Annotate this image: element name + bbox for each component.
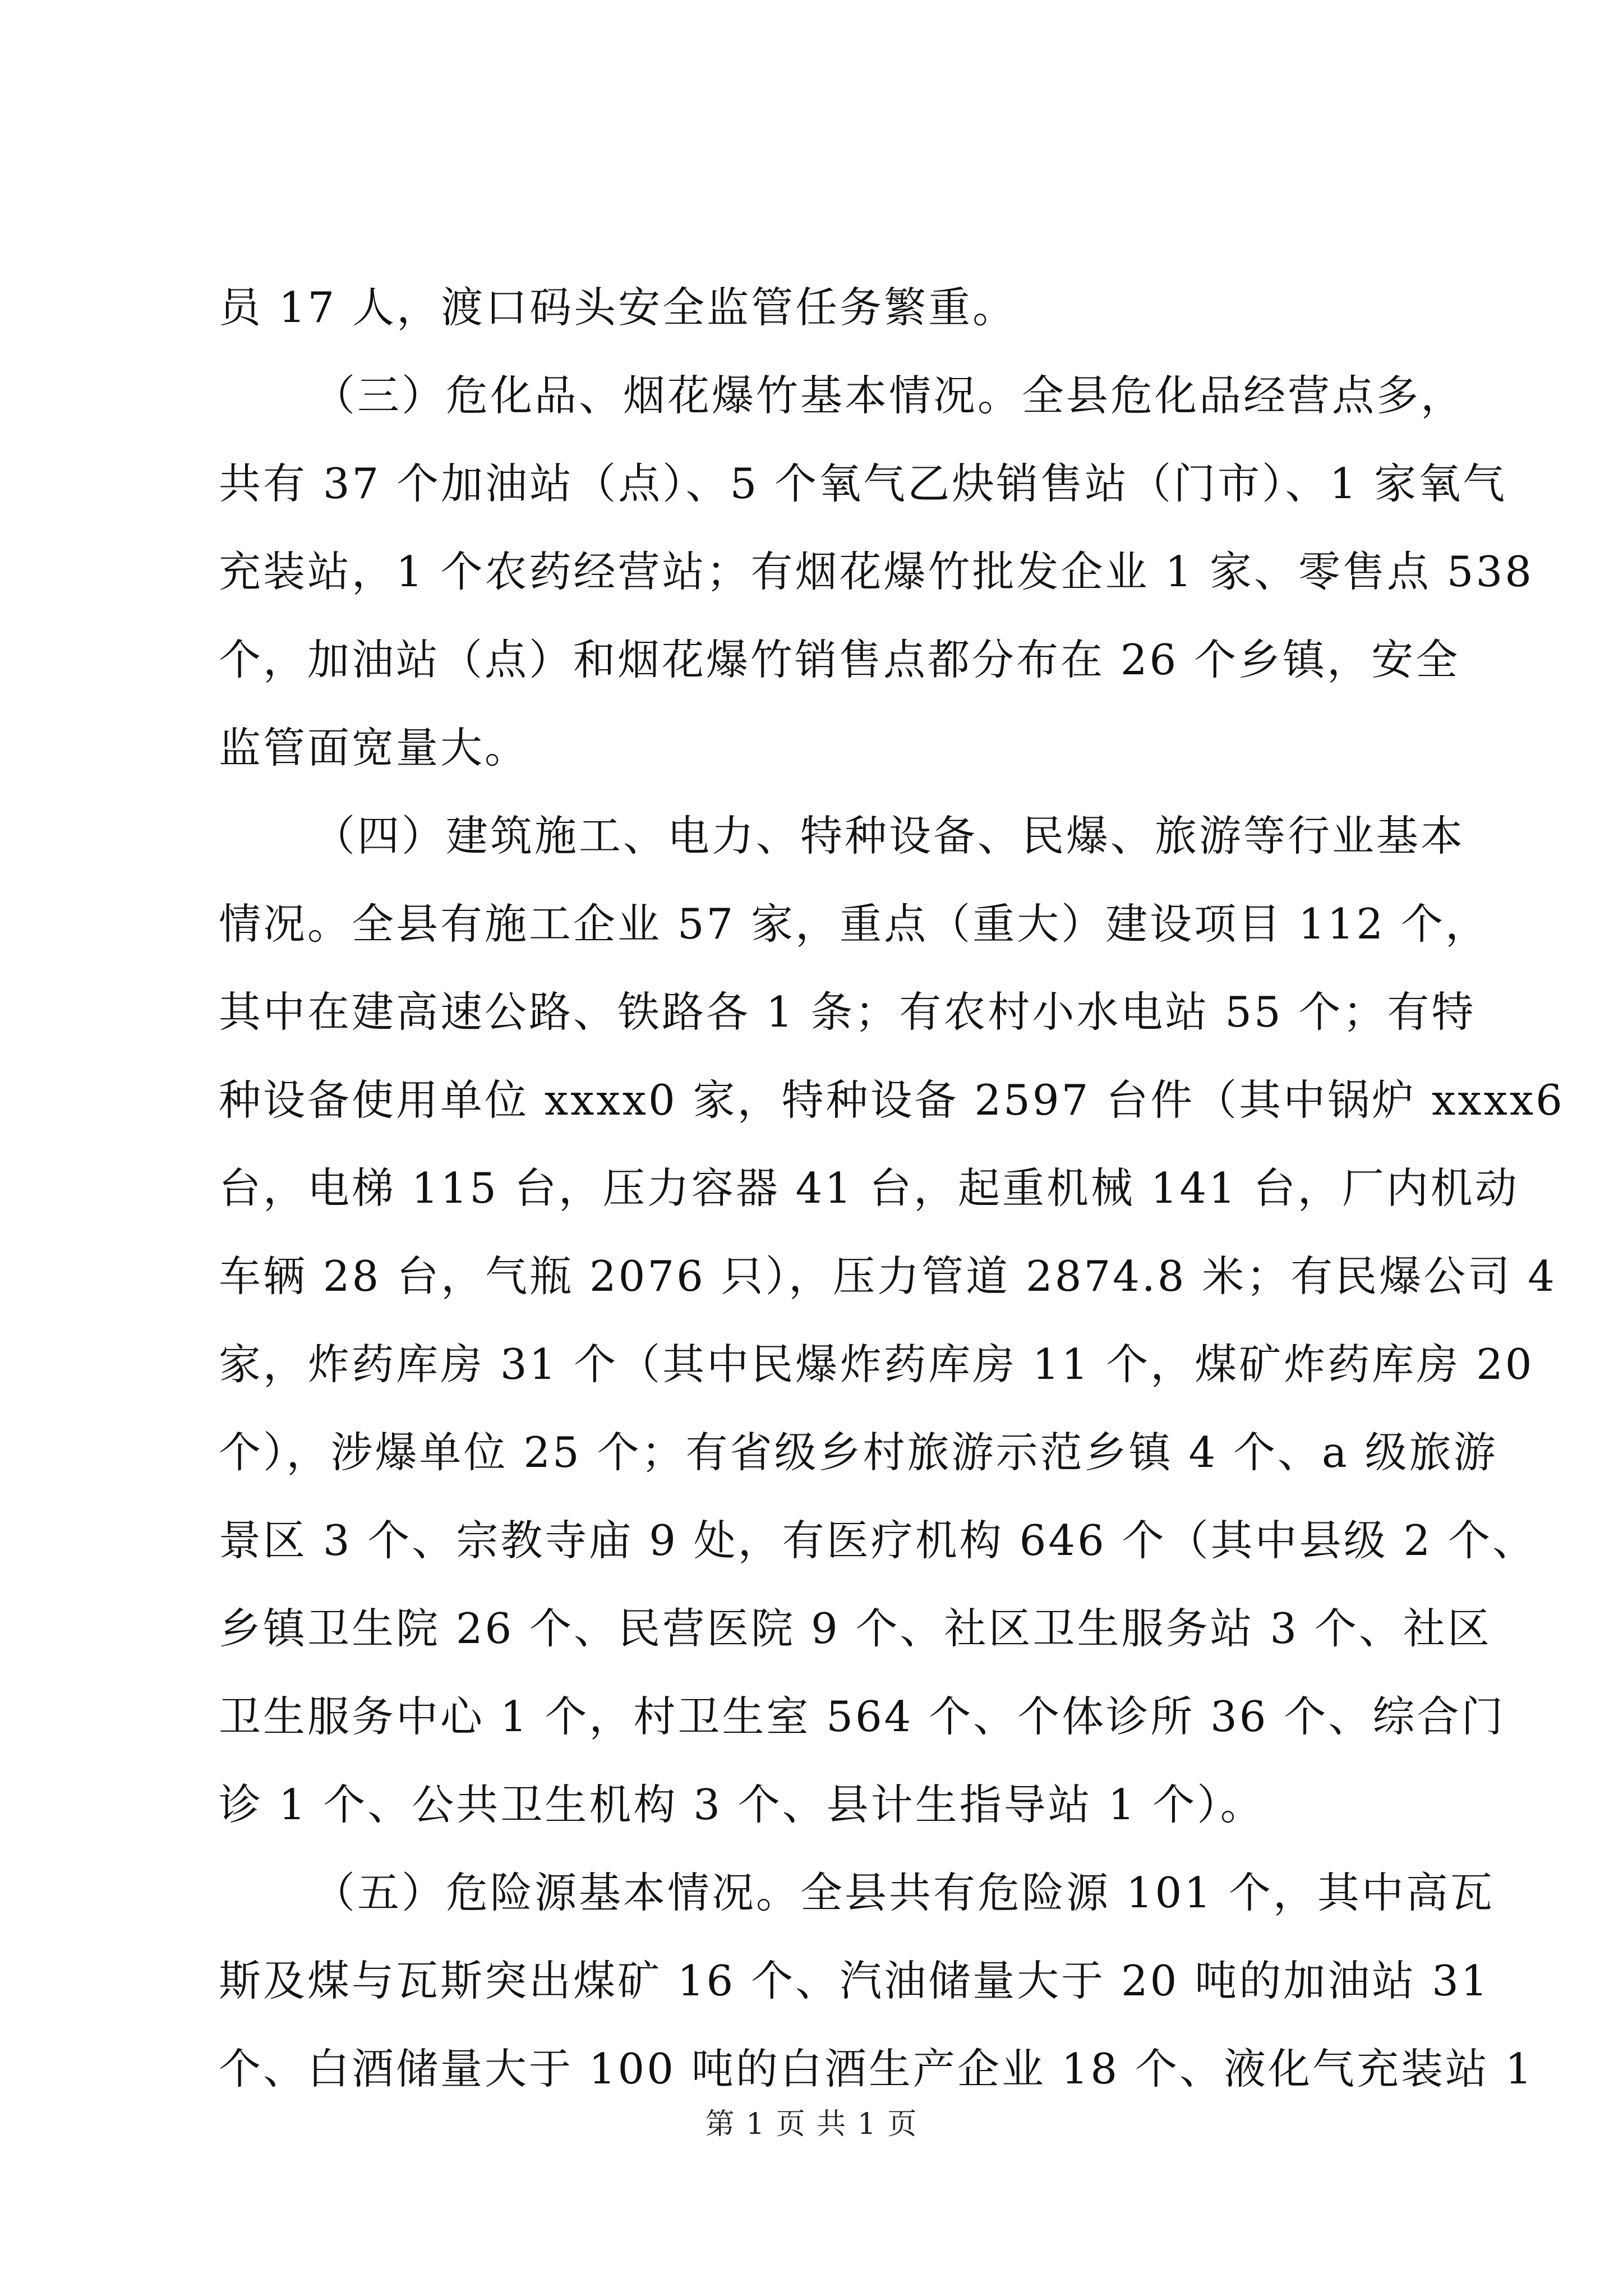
text-line: 监管面宽量大。 — [219, 723, 529, 772]
text-line: 卫生服务中心 1 个，村卫生室 564 个、个体诊所 36 个、综合门 — [219, 1692, 1506, 1741]
paragraph-heading-line: （五）危险源基本情况。全县共有危险源 101 个，其中高瓦 — [313, 1868, 1495, 1917]
page-footer — [0, 2105, 1623, 2144]
text-line: 种设备使用单位 xxxx0 家，特种设备 2597 台件（其中锅炉 xxxx6 — [219, 1075, 1565, 1125]
paragraph-heading-line: （三）危化品、烟花爆竹基本情况。全县危化品经营点多， — [313, 371, 1465, 420]
document-body — [219, 264, 1565, 2113]
text-line: 充装站，1 个农药经营站；有烟花爆竹批发企业 1 家、零售点 538 — [219, 547, 1534, 596]
text-line: 个），涉爆单位 25 个；有省级乡村旅游示范乡镇 4 个、a 级旅游 — [219, 1428, 1498, 1477]
text-line: 个，加油站（点）和烟花爆竹销售点都分布在 26 个乡镇，安全 — [219, 635, 1460, 684]
text-line: 乡镇卫生院 26 个、民营医院 9 个、社区卫生服务站 3 个、社区 — [219, 1604, 1492, 1653]
text-line: 情况。全县有施工企业 57 家，重点（重大）建设项目 112 个， — [219, 899, 1490, 949]
text-line: 共有 37 个加油站（点）、5 个氧气乙炔销售站（门市）、1 家氧气 — [219, 459, 1507, 508]
text-line: 斯及煤与瓦斯突出煤矿 16 个、汽油储量大于 20 吨的加油站 31 — [219, 1956, 1490, 2005]
text-line: 个、白酒储量大于 100 吨的白酒生产企业 18 个、液化气充装站 1 — [219, 2044, 1534, 2093]
page-number-label: 第 1 页 共 1 页 — [705, 2108, 918, 2141]
paragraph-heading-line: （四）建筑施工、电力、特种设备、民爆、旅游等行业基本 — [313, 811, 1465, 861]
text-line: 景区 3 个、宗教寺庙 9 处，有医疗机构 646 个（其中县级 2 个、 — [219, 1516, 1537, 1565]
text-line: 家，炸药库房 31 个（其中民爆炸药库房 11 个，煤矿炸药库房 20 — [219, 1340, 1534, 1389]
text-line: 其中在建高速公路、铁路各 1 条；有农村小水电站 55 个；有特 — [219, 987, 1476, 1037]
text-line: 台，电梯 115 台，压力容器 41 台，起重机械 141 台，厂内机动 — [219, 1163, 1519, 1213]
text-line: 诊 1 个、公共卫生机构 3 个、县计生指导站 1 个）。 — [219, 1780, 1265, 1829]
text-line: 员 17 人，渡口码头安全监管任务繁重。 — [219, 283, 1017, 332]
text-line: 车辆 28 台，气瓶 2076 只），压力管道 2874.8 米；有民爆公司 4 — [219, 1251, 1557, 1301]
